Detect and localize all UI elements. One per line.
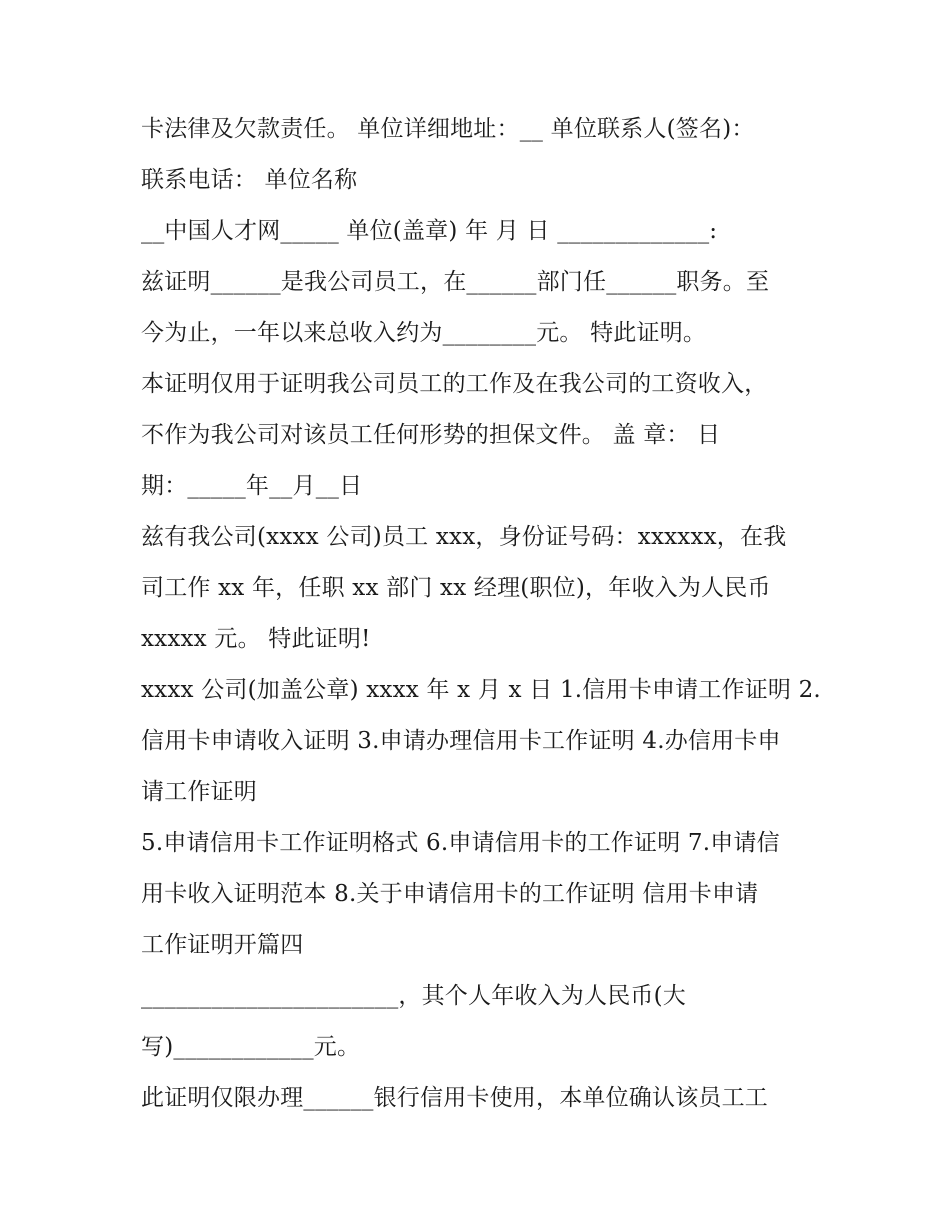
document-body xyxy=(141,104,821,1124)
text-line: 联系电话： 单位名称 xyxy=(141,167,358,193)
text-line: 用卡收入证明范本 8.关于申请信用卡的工作证明 信用卡申请 xyxy=(141,881,759,907)
text-line: 本证明仅用于证明我公司员工的工作及在我公司的工资收入， xyxy=(141,371,768,397)
text-line: xxxx 公司(加盖公章) xxxx 年 x 月 x 日 1.信用卡申请工作证明 2. xyxy=(141,677,821,703)
text-line: 卡法律及欠款责任。 单位详细地址：__ 单位联系人(签名)： xyxy=(141,116,755,142)
text-line: ______________________，其个人年收入为人民币(大 xyxy=(141,983,686,1009)
text-line: 信用卡申请收入证明 3.申请办理信用卡工作证明 4.办信用卡申 xyxy=(141,728,781,754)
text-line: 5.申请信用卡工作证明格式 6.申请信用卡的工作证明 7.申请信 xyxy=(141,830,780,856)
text-line: 兹有我公司(xxxx 公司)员工 xxx，身份证号码：xxxxxx，在我 xyxy=(141,524,787,550)
text-line: xxxxx 元。 特此证明! xyxy=(141,626,371,652)
text-line: 司工作 xx 年，任职 xx 部门 xx 经理(职位)，年收入为人民币 xyxy=(141,575,771,601)
text-line: 工作证明开篇四 xyxy=(141,932,304,958)
text-line: 不作为我公司对该员工任何形势的担保文件。 盖 章： 日 xyxy=(141,422,721,448)
text-line: 写)____________元。 xyxy=(141,1034,361,1060)
text-line: 今为止，一年以来总收入约为________元。 特此证明。 xyxy=(141,320,707,346)
text-line: 兹证明______是我公司员工，在______部门任______职务。至 xyxy=(141,269,770,295)
text-line: 此证明仅限办理______银行信用卡使用，本单位确认该员工工 xyxy=(141,1085,768,1111)
text-line: 请工作证明 xyxy=(141,779,257,805)
text-line: 期：_____年__月__日 xyxy=(141,473,363,499)
text-line: __中国人才网_____ 单位(盖章) 年 月 日 _____________: xyxy=(141,218,718,244)
